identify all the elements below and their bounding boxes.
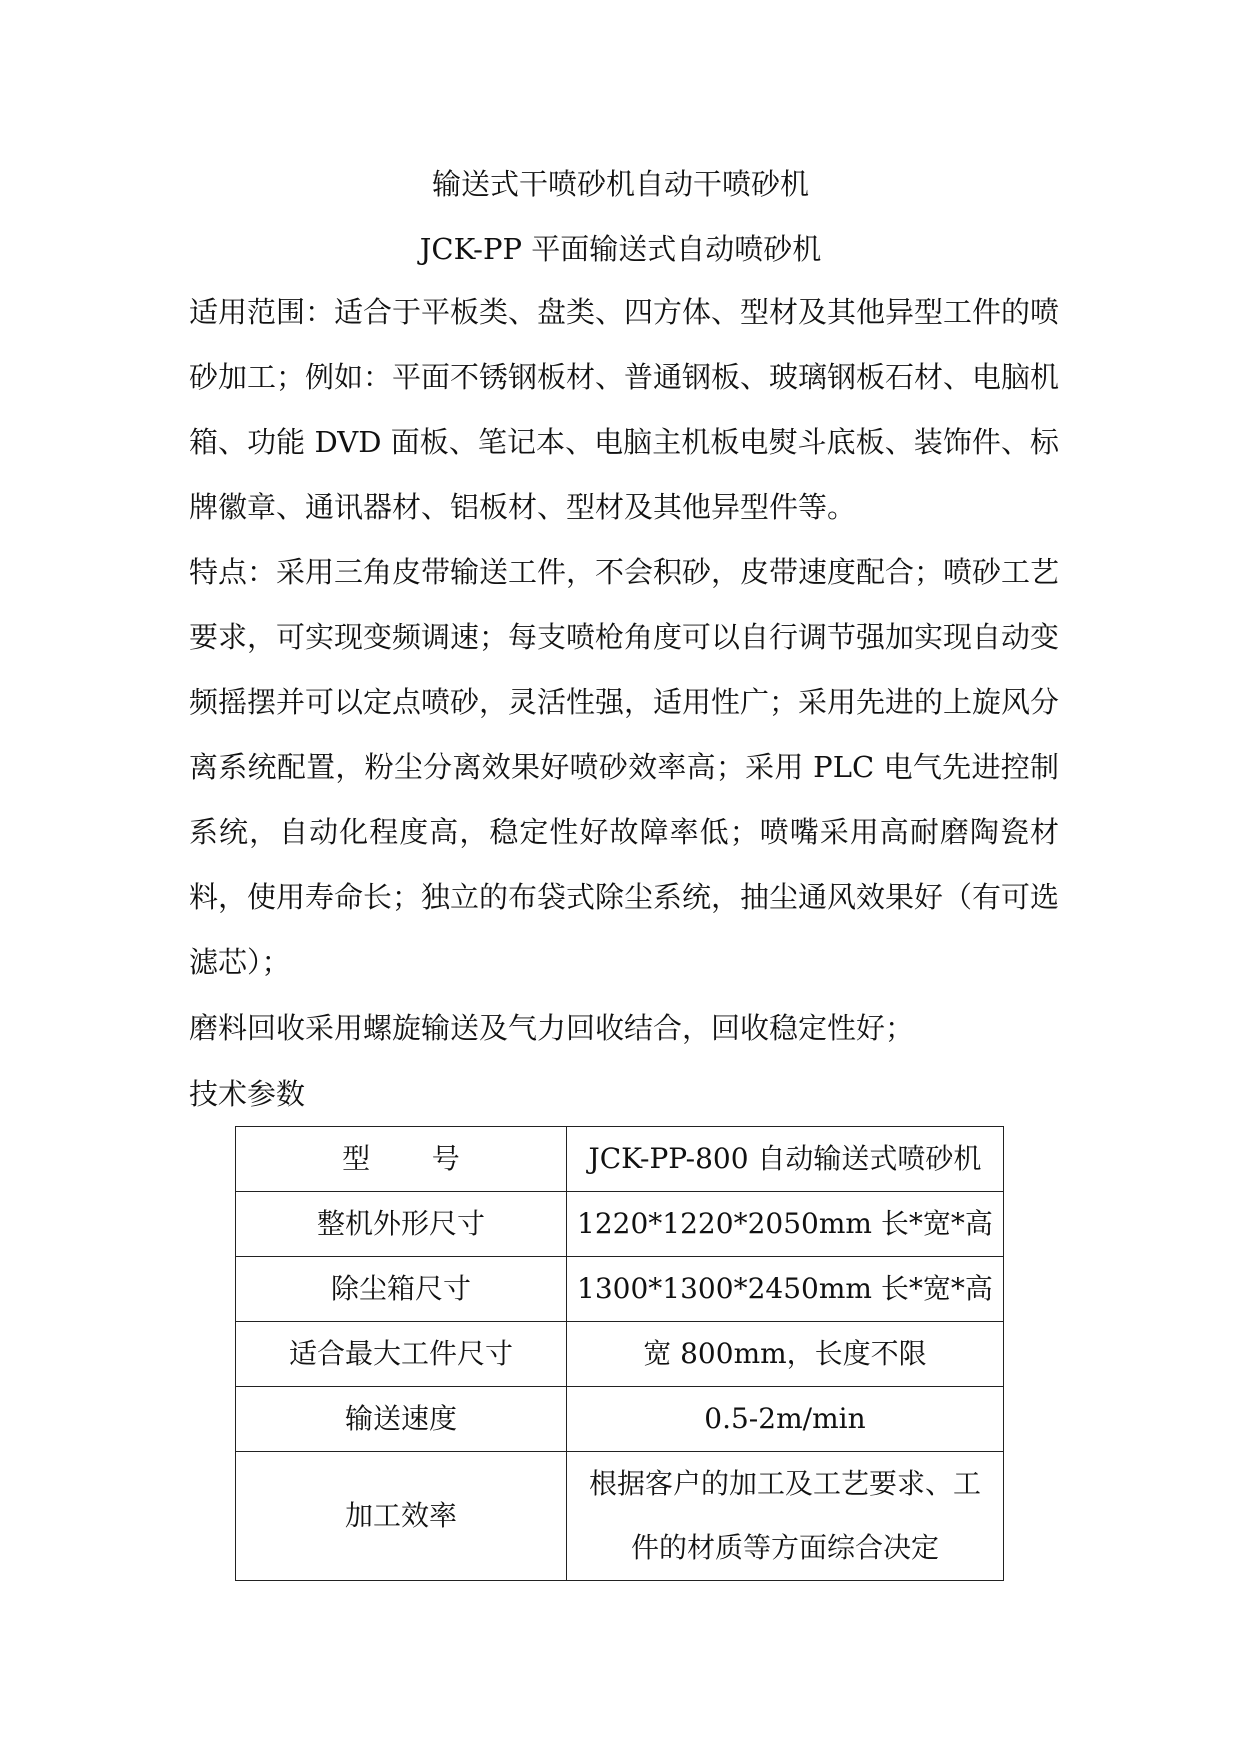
spec-value: 1300*1300*2450mm 长*宽*高 bbox=[566, 1257, 1003, 1322]
table-row bbox=[236, 1322, 1004, 1387]
scope-paragraph: 适用范围：适合于平板类、盘类、四方体、型材及其他异型工件的喷砂加工；例如：平面不锈钢板材、普通钢板、玻璃钢板石材、电脑机箱、功能 DVD 面板、笔记本、电脑主机板电熨斗底板、装饰件、标牌徽章、通讯器材、铝板材、型材及其他异型件等。 bbox=[189, 295, 1060, 524]
document-subtitle: JCK-PP 平面输送式自动喷砂机 bbox=[419, 232, 822, 266]
recycle-paragraph: 磨料回收采用螺旋输送及气力回收结合，回收稳定性好； bbox=[189, 1011, 915, 1045]
spec-value: JCK-PP-800 自动输送式喷砂机 bbox=[566, 1127, 1003, 1192]
spec-label: 整机外形尺寸 bbox=[236, 1192, 567, 1257]
spec-label: 型号 bbox=[236, 1127, 567, 1192]
table-row bbox=[236, 1257, 1004, 1322]
spec-value: 0.5-2m/min bbox=[566, 1387, 1003, 1452]
spec-value: 宽 800mm，长度不限 bbox=[566, 1322, 1003, 1387]
features-paragraph: 特点：采用三角皮带输送工件，不会积砂，皮带速度配合；喷砂工艺要求，可实现变频调速；每支喷枪角度可以自行调节强加实现自动变频摇摆并可以定点喷砂，灵活性强，适用性广；采用先进的上旋风分离系统配置，粉尘分离效果好喷砂效率高；采用 PLC 电气先进控制系统，自动化程度高，稳定性好故障率低；喷嘴采用高耐磨陶瓷材料，使用寿命长；独立的布袋式除尘系统，抽尘通风效果好（有可选滤芯）； bbox=[189, 555, 1060, 979]
spec-label: 适合最大工件尺寸 bbox=[236, 1322, 567, 1387]
table-row bbox=[236, 1452, 1004, 1581]
document-title: 输送式干喷砂机自动干喷砂机 bbox=[431, 167, 809, 201]
spec-label: 加工效率 bbox=[236, 1452, 567, 1581]
table-row bbox=[236, 1192, 1004, 1257]
spec-table bbox=[235, 1126, 1004, 1581]
spec-label: 输送速度 bbox=[236, 1387, 567, 1452]
table-row bbox=[236, 1127, 1004, 1192]
spec-value: 1220*1220*2050mm 长*宽*高 bbox=[566, 1192, 1003, 1257]
table-row bbox=[236, 1387, 1004, 1452]
spec-label: 除尘箱尺寸 bbox=[236, 1257, 567, 1322]
spec-value: 根据客户的加工及工艺要求、工件的材质等方面综合决定 bbox=[566, 1452, 1003, 1581]
tech-heading: 技术参数 bbox=[189, 1077, 306, 1111]
